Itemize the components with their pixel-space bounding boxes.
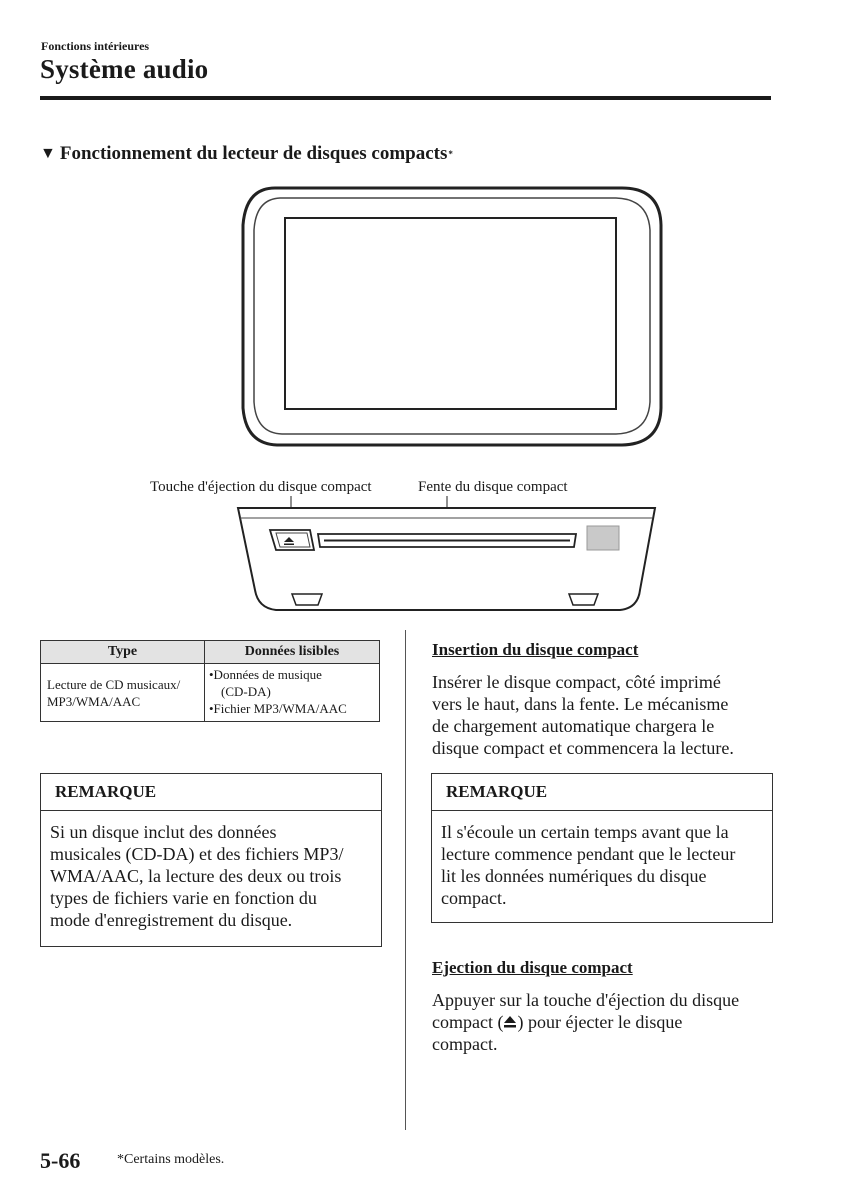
table-header-type: Type [41, 641, 205, 664]
note-line: lit les données numériques du disque [441, 866, 707, 886]
table-row [41, 664, 380, 722]
ejection-text [432, 989, 772, 1055]
table-header-row [41, 641, 380, 664]
insertion-line: de chargement automatique chargera le [432, 716, 715, 736]
type-line-1: Lecture de CD musicaux/ [47, 676, 181, 692]
note-heading: REMARQUE [432, 774, 772, 811]
sensor-window [587, 526, 619, 550]
eject-icon [503, 1015, 517, 1029]
note-line: mode d'enregistrement du disque. [50, 910, 293, 930]
section-heading [40, 143, 453, 165]
note-heading: REMARQUE [41, 774, 381, 811]
type-line-2: MP3/WMA/AAC [47, 693, 141, 709]
footnote: *Certains modèles. [117, 1152, 225, 1167]
note-box-left [40, 773, 382, 947]
data-item-2: •Fichier MP3/WMA/AAC [209, 701, 347, 716]
note-line: Il s'écoule un certain temps avant que la [441, 822, 729, 842]
insertion-line: Insérer le disque compact, côté imprimé [432, 672, 721, 692]
disc-slot-label: Fente du disque compact [418, 479, 568, 495]
title-rule [40, 96, 771, 100]
display-screen [285, 218, 616, 409]
note-box-right [431, 773, 773, 923]
cd-player-illustration [0, 180, 845, 620]
eject-button-label: Touche d'éjection du disque compact [150, 479, 372, 495]
ejection-line-start: compact ( [432, 1012, 504, 1032]
readable-data-table [40, 640, 380, 722]
data-item-1-cont: (CD-DA) [221, 684, 271, 699]
note-line: types de fichiers varie en fonction du [50, 888, 317, 908]
insertion-heading: Insertion du disque compact [432, 640, 639, 659]
note-line: WMA/AAC, la lecture des deux ou trois [50, 866, 342, 886]
footnote-marker: * [448, 149, 453, 159]
ejection-heading: Ejection du disque compact [432, 958, 633, 977]
ejection-line [432, 1011, 772, 1033]
note-line: compact. [441, 888, 507, 908]
note-body [432, 811, 772, 919]
note-body [41, 811, 381, 941]
page-title: Système audio [40, 54, 209, 84]
left-foot [292, 594, 322, 605]
triangle-down-icon: ▼ [40, 145, 56, 162]
insertion-line: vers le haut, dans la fente. Le mécanisme [432, 694, 729, 714]
data-item-1: •Données de musique [209, 667, 322, 682]
table-header-data: Données lisibles [205, 641, 380, 664]
table-cell-data [205, 664, 380, 722]
ejection-line: compact. [432, 1034, 498, 1054]
ejection-line-end: ) pour éjecter le disque [517, 1012, 683, 1032]
page-number: 5-66 [40, 1148, 81, 1173]
section-kicker: Fonctions intérieures [41, 39, 150, 53]
note-line: musicales (CD-DA) et des fichiers MP3/ [50, 844, 344, 864]
right-foot [569, 594, 598, 605]
insertion-text [432, 671, 772, 759]
note-line: Si un disque inclut des données [50, 822, 277, 842]
ejection-line: Appuyer sur la touche d'éjection du disque [432, 990, 740, 1010]
note-line: lecture commence pendant que le lecteur [441, 844, 736, 864]
column-divider [405, 630, 406, 1130]
insertion-line: disque compact et commencera la lecture. [432, 738, 734, 758]
table-cell-type [41, 664, 205, 722]
section-heading-text: Fonctionnement du lecteur de disques compacts [59, 143, 448, 164]
